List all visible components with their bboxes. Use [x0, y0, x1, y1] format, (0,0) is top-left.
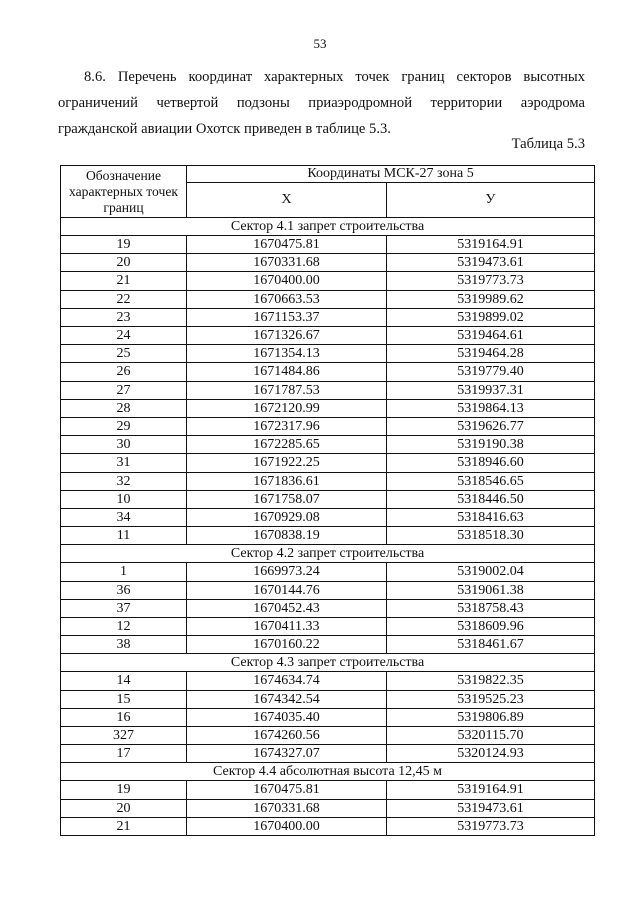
x-coordinate-cell: 1670452.43 [187, 599, 387, 617]
table-row [61, 327, 595, 345]
x-coordinate-cell: 1671787.53 [187, 381, 387, 399]
point-id-cell: 16 [61, 708, 187, 726]
y-coordinate-cell: 5319864.13 [387, 399, 595, 417]
y-coordinate-cell: 5318446.50 [387, 490, 595, 508]
table-row [61, 636, 595, 654]
table-row [61, 727, 595, 745]
point-id-cell: 32 [61, 472, 187, 490]
x-coordinate-cell: 1670400.00 [187, 272, 387, 290]
point-id-cell: 20 [61, 254, 187, 272]
point-id-cell: 29 [61, 418, 187, 436]
point-id-cell: 12 [61, 618, 187, 636]
table-row [61, 745, 595, 763]
x-coordinate-cell: 1670838.19 [187, 527, 387, 545]
header-coordinates: Координаты МСК-27 зона 5 [187, 166, 595, 183]
y-coordinate-cell: 5319190.38 [387, 436, 595, 454]
y-coordinate-cell: 5319464.61 [387, 327, 595, 345]
y-coordinate-cell: 5318518.30 [387, 527, 595, 545]
point-id-cell: 17 [61, 745, 187, 763]
header-designation: Обозначение характерных точек границ [61, 166, 187, 218]
point-id-cell: 25 [61, 345, 187, 363]
y-coordinate-cell: 5319464.28 [387, 345, 595, 363]
section-title: Сектор 4.1 запрет строительства [61, 218, 595, 236]
table-row [61, 490, 595, 508]
y-coordinate-cell: 5319779.40 [387, 363, 595, 381]
x-coordinate-cell: 1671836.61 [187, 472, 387, 490]
section-row [61, 218, 595, 236]
point-id-cell: 22 [61, 290, 187, 308]
section-row [61, 654, 595, 672]
point-id-cell: 37 [61, 599, 187, 617]
point-id-cell: 27 [61, 381, 187, 399]
x-coordinate-cell: 1674035.40 [187, 708, 387, 726]
y-coordinate-cell: 5319806.89 [387, 708, 595, 726]
y-coordinate-cell: 5319473.61 [387, 799, 595, 817]
table-caption: Таблица 5.3 [511, 136, 585, 152]
page-number: 53 [313, 36, 327, 51]
table-row [61, 254, 595, 272]
y-coordinate-cell: 5320124.93 [387, 745, 595, 763]
point-id-cell: 36 [61, 581, 187, 599]
point-id-cell: 327 [61, 727, 187, 745]
x-coordinate-cell: 1670929.08 [187, 509, 387, 527]
table-row [61, 363, 595, 381]
table-row [61, 290, 595, 308]
x-coordinate-cell: 1672120.99 [187, 399, 387, 417]
y-coordinate-cell: 5319525.23 [387, 690, 595, 708]
table-row [61, 527, 595, 545]
section-title: Сектор 4.4 абсолютная высота 12,45 м [61, 763, 595, 781]
section-title: Сектор 4.2 запрет строительства [61, 545, 595, 563]
point-id-cell: 19 [61, 781, 187, 799]
y-coordinate-cell: 5319773.73 [387, 817, 595, 835]
x-coordinate-cell: 1669973.24 [187, 563, 387, 581]
y-coordinate-cell: 5319937.31 [387, 381, 595, 399]
x-coordinate-cell: 1674260.56 [187, 727, 387, 745]
point-id-cell: 34 [61, 509, 187, 527]
x-coordinate-cell: 1670331.68 [187, 799, 387, 817]
point-id-cell: 28 [61, 399, 187, 417]
y-coordinate-cell: 5318758.43 [387, 599, 595, 617]
table-row [61, 781, 595, 799]
table-row [61, 618, 595, 636]
point-id-cell: 21 [61, 272, 187, 290]
y-coordinate-cell: 5319061.38 [387, 581, 595, 599]
point-id-cell: 31 [61, 454, 187, 472]
y-coordinate-cell: 5319989.62 [387, 290, 595, 308]
x-coordinate-cell: 1670475.81 [187, 236, 387, 254]
table-row [61, 599, 595, 617]
section-title: Сектор 4.3 запрет строительства [61, 654, 595, 672]
x-coordinate-cell: 1670663.53 [187, 290, 387, 308]
table-row [61, 272, 595, 290]
point-id-cell: 10 [61, 490, 187, 508]
point-id-cell: 20 [61, 799, 187, 817]
y-coordinate-cell: 5319164.91 [387, 781, 595, 799]
x-coordinate-cell: 1671758.07 [187, 490, 387, 508]
table-row [61, 418, 595, 436]
table-row [61, 436, 595, 454]
y-coordinate-cell: 5318946.60 [387, 454, 595, 472]
y-coordinate-cell: 5318461.67 [387, 636, 595, 654]
table-row [61, 581, 595, 599]
y-coordinate-cell: 5318546.65 [387, 472, 595, 490]
point-id-cell: 1 [61, 563, 187, 581]
table-row [61, 399, 595, 417]
x-coordinate-cell: 1672285.65 [187, 436, 387, 454]
y-coordinate-cell: 5318609.96 [387, 618, 595, 636]
table-row [61, 817, 595, 835]
x-coordinate-cell: 1674342.54 [187, 690, 387, 708]
table-row [61, 472, 595, 490]
x-coordinate-cell: 1670475.81 [187, 781, 387, 799]
point-id-cell: 15 [61, 690, 187, 708]
table-body [61, 218, 595, 836]
table-row [61, 563, 595, 581]
section-row [61, 763, 595, 781]
x-coordinate-cell: 1670160.22 [187, 636, 387, 654]
point-id-cell: 24 [61, 327, 187, 345]
point-id-cell: 23 [61, 308, 187, 326]
y-coordinate-cell: 5319164.91 [387, 236, 595, 254]
point-id-cell: 30 [61, 436, 187, 454]
table-row [61, 381, 595, 399]
table-row [61, 690, 595, 708]
y-coordinate-cell: 5318416.63 [387, 509, 595, 527]
point-id-cell: 11 [61, 527, 187, 545]
y-coordinate-cell: 5320115.70 [387, 727, 595, 745]
x-coordinate-cell: 1671153.37 [187, 308, 387, 326]
table-row [61, 672, 595, 690]
section-row [61, 545, 595, 563]
y-coordinate-cell: 5319473.61 [387, 254, 595, 272]
table-row [61, 345, 595, 363]
y-coordinate-cell: 5319626.77 [387, 418, 595, 436]
x-coordinate-cell: 1670411.33 [187, 618, 387, 636]
x-coordinate-cell: 1671326.67 [187, 327, 387, 345]
y-coordinate-cell: 5319002.04 [387, 563, 595, 581]
point-id-cell: 19 [61, 236, 187, 254]
coordinates-table [60, 165, 595, 836]
x-coordinate-cell: 1670144.76 [187, 581, 387, 599]
intro-paragraph: 8.6. Перечень координат характерных точек границ секторов высотных ограничений четвертой подзоны приаэродромной территории аэродрома гражданской авиации Охотск приведен в таблице 5.3. [58, 69, 585, 137]
x-coordinate-cell: 1670400.00 [187, 817, 387, 835]
y-coordinate-cell: 5319822.35 [387, 672, 595, 690]
table-row [61, 799, 595, 817]
table-row [61, 708, 595, 726]
table-row [61, 308, 595, 326]
x-coordinate-cell: 1671922.25 [187, 454, 387, 472]
x-coordinate-cell: 1674327.07 [187, 745, 387, 763]
x-coordinate-cell: 1670331.68 [187, 254, 387, 272]
table-row [61, 509, 595, 527]
header-y: У [387, 183, 595, 218]
point-id-cell: 26 [61, 363, 187, 381]
x-coordinate-cell: 1672317.96 [187, 418, 387, 436]
header-x: X [187, 183, 387, 218]
x-coordinate-cell: 1671354.13 [187, 345, 387, 363]
x-coordinate-cell: 1674634.74 [187, 672, 387, 690]
point-id-cell: 38 [61, 636, 187, 654]
table-row [61, 236, 595, 254]
y-coordinate-cell: 5319773.73 [387, 272, 595, 290]
point-id-cell: 14 [61, 672, 187, 690]
table-row [61, 454, 595, 472]
point-id-cell: 21 [61, 817, 187, 835]
y-coordinate-cell: 5319899.02 [387, 308, 595, 326]
x-coordinate-cell: 1671484.86 [187, 363, 387, 381]
